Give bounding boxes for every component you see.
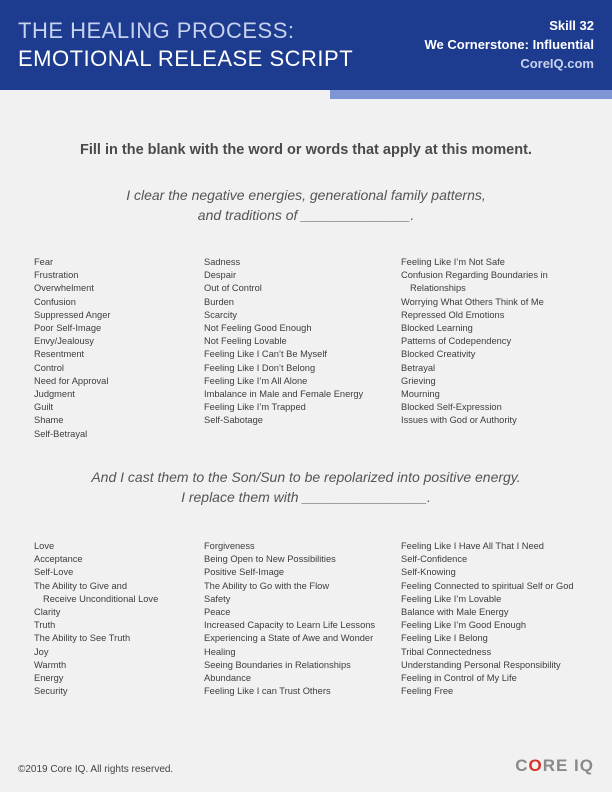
release-statement-line-2: and traditions of ______________. bbox=[197, 207, 415, 223]
list-item: Peace bbox=[204, 607, 231, 618]
list-item: Sadness bbox=[204, 257, 241, 267]
list-item: Tribal Connectedness bbox=[401, 646, 492, 657]
list-item: Feeling Like I’m Not Safe bbox=[401, 257, 505, 267]
replace-statement bbox=[0, 467, 612, 507]
list-item: Joy bbox=[34, 646, 49, 657]
list-item: Feeling Like I Can’t Be Myself bbox=[204, 349, 327, 360]
list-item: Positive Self-Image bbox=[204, 567, 285, 578]
list-item: Feeling Free bbox=[401, 686, 454, 697]
negative-list-column-1 bbox=[34, 256, 111, 441]
replace-statement-line-1: And I cast them to the Son/Sun to be repolarized into positive energy. bbox=[91, 469, 521, 485]
list-item: Self-Knowing bbox=[401, 567, 456, 578]
list-item: Feeling Like I’m All Alone bbox=[204, 375, 308, 386]
negative-list-column-2 bbox=[204, 256, 363, 428]
list-item-continuation: Receive Unconditional Love bbox=[43, 593, 159, 604]
list-item: Betrayal bbox=[401, 362, 436, 373]
release-statement bbox=[0, 185, 612, 225]
list-item: Warmth bbox=[34, 659, 67, 670]
list-item: Understanding Personal Responsibility bbox=[401, 659, 561, 670]
list-item: Seeing Boundaries in Relationships bbox=[204, 659, 351, 670]
release-statement-line-1: I clear the negative energies, generational family patterns, bbox=[126, 187, 486, 203]
list-item: Feeling Like I Have All That I Need bbox=[401, 541, 544, 551]
list-item: Resentment bbox=[34, 349, 85, 360]
positive-list-column-2 bbox=[204, 540, 375, 698]
list-item: Feeling Like I can Trust Others bbox=[204, 686, 331, 697]
header-banner bbox=[0, 0, 612, 90]
positive-list-column-3 bbox=[401, 540, 574, 698]
accent-bar bbox=[330, 90, 612, 99]
list-item: Self-Love bbox=[34, 567, 74, 578]
list-item: Control bbox=[34, 362, 64, 373]
list-item: Grieving bbox=[401, 375, 436, 386]
list-item-continuation: Relationships bbox=[410, 283, 466, 294]
list-item: Truth bbox=[34, 620, 56, 631]
site-link[interactable]: CoreIQ.com bbox=[520, 56, 594, 71]
core-iq-logo bbox=[515, 756, 594, 776]
title-line-2: EMOTIONAL RELEASE SCRIPT bbox=[18, 46, 354, 71]
list-item: Forgiveness bbox=[204, 541, 255, 551]
list-item: Repressed Old Emotions bbox=[401, 309, 505, 320]
list-item: Blocked Self-Expression bbox=[401, 402, 502, 413]
replace-statement-line-2: I replace them with ________________. bbox=[181, 489, 431, 505]
list-item: Shame bbox=[34, 415, 64, 426]
list-item: Mourning bbox=[401, 389, 440, 400]
list-item: Issues with God or Authority bbox=[401, 415, 517, 426]
list-item: Feeling Like I’m Good Enough bbox=[401, 620, 527, 631]
list-item: Frustration bbox=[34, 270, 79, 281]
list-item: Scarcity bbox=[204, 309, 238, 320]
logo-letter-c: C bbox=[515, 756, 529, 775]
list-item: Self-Sabotage bbox=[204, 415, 263, 426]
list-item: Suppressed Anger bbox=[34, 309, 111, 320]
list-item: Poor Self-Image bbox=[34, 323, 102, 334]
list-item: Blocked Learning bbox=[401, 323, 473, 334]
list-item: Self-Confidence bbox=[401, 554, 468, 565]
list-item: Not Feeling Good Enough bbox=[204, 323, 312, 334]
positive-list-column-1 bbox=[34, 540, 158, 698]
list-item: Energy bbox=[34, 673, 64, 684]
list-item: Feeling in Control of My Life bbox=[401, 673, 517, 684]
list-item: Out of Control bbox=[204, 283, 262, 294]
list-item: Acceptance bbox=[34, 554, 83, 565]
list-item: Feeling Like I’m Trapped bbox=[204, 402, 306, 413]
title-line-1: THE HEALING PROCESS: bbox=[18, 18, 295, 43]
list-item: Confusion Regarding Boundaries in bbox=[401, 270, 548, 281]
list-item: Feeling Like I’m Lovable bbox=[401, 593, 502, 604]
skill-number: Skill 32 bbox=[549, 18, 594, 33]
list-item bbox=[401, 282, 548, 295]
list-item: Feeling Connected to spiritual Self or God bbox=[401, 580, 574, 591]
list-item: Burden bbox=[204, 296, 234, 307]
negative-list-column-3 bbox=[401, 256, 548, 428]
list-item: Need for Approval bbox=[34, 375, 109, 386]
list-item: Blocked Creativity bbox=[401, 349, 476, 360]
list-item: Envy/Jealousy bbox=[34, 336, 94, 347]
list-item: Feeling Like I Don’t Belong bbox=[204, 362, 316, 373]
list-item: Experiencing a State of Awe and Wonder bbox=[204, 633, 374, 644]
list-item: Feeling Like I Belong bbox=[401, 633, 488, 644]
list-item: Not Feeling Lovable bbox=[204, 336, 287, 347]
list-item: Patterns of Codependency bbox=[401, 336, 512, 347]
list-item: Balance with Male Energy bbox=[401, 607, 509, 618]
skill-info bbox=[425, 16, 595, 73]
instruction-text: Fill in the blank with the word or words that apply at this moment. bbox=[80, 142, 532, 158]
list-item: The Ability to Go with the Flow bbox=[204, 580, 330, 591]
list-item: Self-Betrayal bbox=[34, 428, 88, 439]
list-item: Safety bbox=[204, 593, 231, 604]
logo-letter-o: O bbox=[528, 756, 543, 775]
list-item: The Ability to See Truth bbox=[34, 633, 131, 644]
list-item: Clarity bbox=[34, 607, 61, 618]
list-item: Being Open to New Possibilities bbox=[204, 554, 336, 565]
list-item: Confusion bbox=[34, 296, 76, 307]
logo-rest: RE IQ bbox=[542, 756, 594, 775]
list-item: Fear bbox=[34, 257, 54, 267]
list-item: Guilt bbox=[34, 402, 54, 413]
list-item: Despair bbox=[204, 270, 237, 281]
cornerstone-label: We Cornerstone: Influential bbox=[424, 37, 594, 52]
list-item: Love bbox=[34, 541, 55, 551]
list-item: Worrying What Others Think of Me bbox=[401, 296, 544, 307]
copyright-text: ©2019 Core IQ. All rights reserved. bbox=[18, 764, 174, 775]
list-item bbox=[34, 593, 158, 606]
list-item: Imbalance in Male and Female Energy bbox=[204, 389, 364, 400]
list-item: Security bbox=[34, 686, 68, 697]
list-item: Healing bbox=[204, 646, 236, 657]
list-item: Judgment bbox=[34, 389, 75, 400]
list-item: The Ability to Give and bbox=[34, 580, 128, 591]
list-item: Overwhelment bbox=[34, 283, 94, 294]
list-item: Increased Capacity to Learn Life Lessons bbox=[204, 620, 376, 631]
list-item: Abundance bbox=[204, 673, 252, 684]
